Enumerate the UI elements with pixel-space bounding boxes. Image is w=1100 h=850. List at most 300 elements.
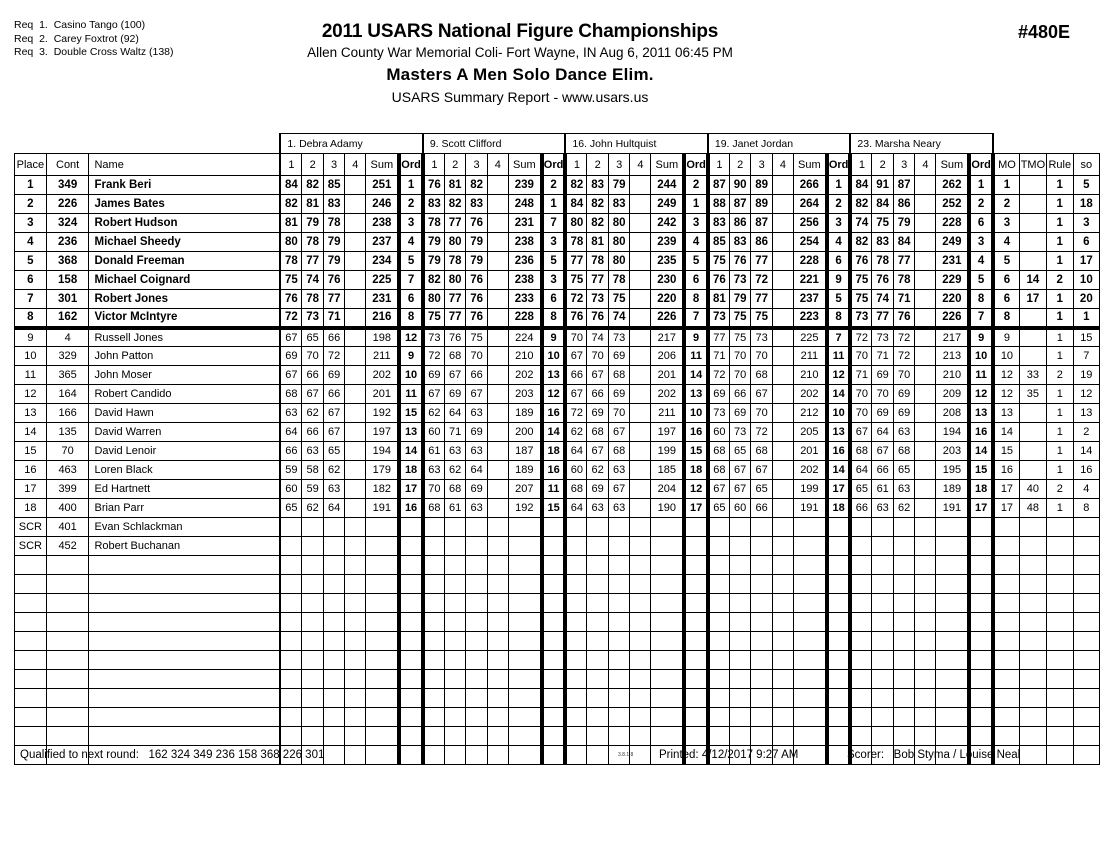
cell-score-j2-4 (487, 499, 508, 518)
cell-score-j5-1: 71 (850, 366, 872, 385)
judge-number: 9. (429, 137, 439, 150)
cell-empty (630, 556, 651, 575)
cell-sum-j2 (508, 518, 541, 537)
judge-name: Scott Clifford (438, 137, 502, 150)
cell-score-j2-4 (487, 518, 508, 537)
cell-sum-j2: 231 (508, 214, 541, 233)
cell-empty (399, 556, 423, 575)
cell-ord-j5: 11 (969, 366, 993, 385)
judge-name: Marsha Neary (872, 137, 941, 150)
cell-name: David Warren (89, 423, 280, 442)
cell-score-j3-2: 83 (587, 176, 608, 195)
table-row (15, 290, 1100, 309)
cell-empty (487, 651, 508, 670)
cell-score-j2-3: 67 (466, 385, 487, 404)
judge-number: 1. (287, 137, 297, 150)
division-title: Masters A Men Solo Dance Elim. (386, 65, 654, 84)
cell-cont: 158 (46, 271, 89, 290)
cell-score-j1-3 (323, 537, 344, 556)
cell-score-j1-4 (345, 328, 366, 347)
cell-empty (651, 613, 684, 632)
column-header-score-3-3: 3 (608, 154, 629, 176)
cell-empty (423, 670, 445, 689)
cell-empty (565, 651, 587, 670)
cell-empty (399, 746, 423, 765)
cell-score-j2-1: 75 (423, 309, 445, 328)
table-row (15, 271, 1100, 290)
cell-sum-j1: 216 (366, 309, 399, 328)
cell-empty (565, 613, 587, 632)
cell-sum-j3: 201 (651, 366, 684, 385)
cell-empty (542, 746, 566, 765)
cell-score-j5-4 (915, 214, 936, 233)
cell-empty (608, 727, 629, 746)
cell-so: 1 (1073, 309, 1099, 328)
cell-sum-j4: 202 (793, 385, 826, 404)
cell-score-j2-1: 62 (423, 404, 445, 423)
cell-place: 11 (15, 366, 47, 385)
cell-ord-j5: 1 (969, 176, 993, 195)
cell-empty (772, 556, 793, 575)
cell-sum-j4: 254 (793, 233, 826, 252)
cell-score-j3-3 (608, 537, 629, 556)
cell-score-j2-4 (487, 366, 508, 385)
cell-empty (487, 613, 508, 632)
cell-score-j1-2: 81 (302, 195, 323, 214)
cell-ord-j3: 3 (684, 214, 708, 233)
cell-empty (1019, 594, 1046, 613)
cell-sum-j3: 204 (651, 480, 684, 499)
cell-ord-j4: 6 (827, 252, 851, 271)
cell-empty (1073, 689, 1099, 708)
cell-score-j2-4 (487, 328, 508, 347)
cell-empty (46, 708, 89, 727)
cell-score-j4-4 (772, 309, 793, 328)
cell-empty (684, 613, 708, 632)
cell-so: 4 (1073, 480, 1099, 499)
cell-empty (487, 556, 508, 575)
cell-sum-j4: 211 (793, 347, 826, 366)
cell-empty (587, 556, 608, 575)
cell-score-j1-3: 64 (323, 499, 344, 518)
cell-empty (15, 594, 47, 613)
cell-empty (1046, 746, 1073, 765)
cell-score-j2-2 (444, 518, 465, 537)
cell-score-j5-1: 66 (850, 499, 872, 518)
cell-name: David Lenoir (89, 442, 280, 461)
report-subtitle: USARS Summary Report - www.usars.us (391, 89, 649, 105)
cell-empty (323, 670, 344, 689)
cell-empty (608, 632, 629, 651)
cell-ord-j3: 1 (684, 195, 708, 214)
cell-tmo: 33 (1019, 366, 1046, 385)
cell-empty (323, 556, 344, 575)
cell-empty (969, 594, 993, 613)
cell-ord-j1: 9 (399, 347, 423, 366)
cell-ord-j5: 6 (969, 214, 993, 233)
cell-ord-j1: 2 (399, 195, 423, 214)
cell-ord-j3: 7 (684, 309, 708, 328)
cell-sum-j3: 235 (651, 252, 684, 271)
cell-ord-j3: 13 (684, 385, 708, 404)
cell-empty (827, 556, 851, 575)
cell-empty (751, 689, 772, 708)
cell-ord-j5: 8 (969, 290, 993, 309)
column-header-score-1-2: 2 (302, 154, 323, 176)
cell-so: 16 (1073, 461, 1099, 480)
cell-score-j1-2: 66 (302, 423, 323, 442)
cell-score-j3-1: 76 (565, 309, 587, 328)
cell-score-j4-3: 77 (751, 290, 772, 309)
cell-empty (1046, 556, 1073, 575)
cell-empty (366, 651, 399, 670)
cell-mo: 4 (993, 233, 1020, 252)
cell-empty (587, 746, 608, 765)
cell-tmo (1019, 537, 1046, 556)
cell-score-j1-4 (345, 518, 366, 537)
cell-empty (993, 727, 1020, 746)
cell-score-j3-2: 70 (587, 347, 608, 366)
event-title: 2011 USARS National Figure Championships (321, 21, 719, 42)
cell-score-j3-2: 73 (587, 290, 608, 309)
cell-empty (751, 594, 772, 613)
cell-sum-j3: 199 (651, 442, 684, 461)
cell-ord-j2: 9 (542, 328, 566, 347)
cell-score-j4-2: 73 (729, 423, 750, 442)
cell-so: 15 (1073, 328, 1099, 347)
cell-score-j1-2: 77 (302, 252, 323, 271)
cell-empty (345, 556, 366, 575)
cell-empty (684, 670, 708, 689)
cell-place: SCR (15, 518, 47, 537)
cell-score-j3-2 (587, 518, 608, 537)
cell-score-j2-1: 80 (423, 290, 445, 309)
cell-score-j4-2: 67 (729, 480, 750, 499)
cell-ord-j3: 10 (684, 404, 708, 423)
cell-empty (827, 689, 851, 708)
cell-score-j1-2: 67 (302, 385, 323, 404)
cell-empty (993, 651, 1020, 670)
cell-tmo (1019, 195, 1046, 214)
cell-empty (708, 670, 730, 689)
cell-empty (827, 632, 851, 651)
cell-score-j3-4 (630, 309, 651, 328)
cell-name: Robert Jones (89, 290, 280, 309)
cell-score-j4-3 (751, 518, 772, 537)
column-header-score-3-4: 4 (630, 154, 651, 176)
cell-score-j2-3: 63 (466, 499, 487, 518)
cell-score-j5-3: 87 (893, 176, 914, 195)
cell-empty (793, 746, 826, 765)
cell-empty (46, 670, 89, 689)
cell-empty (302, 727, 323, 746)
judge-header-5 (850, 134, 993, 154)
cell-score-j4-4 (772, 518, 793, 537)
cell-cont: 399 (46, 480, 89, 499)
cell-empty (708, 727, 730, 746)
cell-score-j4-2 (729, 537, 750, 556)
cell-empty (651, 727, 684, 746)
table-row (15, 480, 1100, 499)
cell-empty (280, 594, 302, 613)
table-row (15, 385, 1100, 404)
cell-score-j5-1: 64 (850, 461, 872, 480)
column-header-score-4-2: 2 (729, 154, 750, 176)
cell-sum-j2: 228 (508, 309, 541, 328)
cell-ord-j3: 12 (684, 480, 708, 499)
cell-score-j3-1 (565, 518, 587, 537)
cell-mo: 12 (993, 385, 1020, 404)
cell-sum-j5: 209 (936, 385, 969, 404)
cell-mo: 8 (993, 309, 1020, 328)
table-row (15, 461, 1100, 480)
cell-empty (684, 651, 708, 670)
cell-score-j5-1: 76 (850, 252, 872, 271)
cell-score-j4-4 (772, 442, 793, 461)
cell-empty (89, 670, 280, 689)
cell-sum-j5: 210 (936, 366, 969, 385)
cell-sum-j1: 225 (366, 271, 399, 290)
cell-score-j2-3: 79 (466, 233, 487, 252)
cell-empty (466, 651, 487, 670)
cell-empty (827, 708, 851, 727)
cell-empty (565, 556, 587, 575)
cell-score-j5-2: 78 (872, 252, 893, 271)
cell-score-j4-4 (772, 252, 793, 271)
cell-score-j5-2: 64 (872, 423, 893, 442)
cell-score-j1-1: 65 (280, 499, 302, 518)
cell-score-j5-4 (915, 347, 936, 366)
cell-score-j5-1: 84 (850, 176, 872, 195)
cell-empty (630, 575, 651, 594)
cell-score-j4-3: 75 (751, 309, 772, 328)
cell-empty (772, 632, 793, 651)
judge-number: 16. (572, 137, 587, 150)
cell-score-j4-4 (772, 499, 793, 518)
cell-cont: 349 (46, 176, 89, 195)
cell-score-j5-1: 70 (850, 385, 872, 404)
cell-score-j5-3: 77 (893, 252, 914, 271)
cell-ord-j2: 11 (542, 480, 566, 499)
cell-empty (969, 727, 993, 746)
cell-empty (872, 556, 893, 575)
cell-score-j4-3: 72 (751, 423, 772, 442)
cell-score-j3-1: 66 (565, 366, 587, 385)
cell-ord-j4: 3 (827, 214, 851, 233)
cell-sum-j4: 221 (793, 271, 826, 290)
cell-score-j5-4 (915, 480, 936, 499)
cell-sum-j5: 262 (936, 176, 969, 195)
cell-score-j1-1: 66 (280, 442, 302, 461)
cell-mo: 14 (993, 423, 1020, 442)
cell-empty (608, 670, 629, 689)
cell-rule: 2 (1046, 480, 1073, 499)
cell-ord-j2: 5 (542, 252, 566, 271)
cell-score-j4-3: 68 (751, 442, 772, 461)
cell-score-j3-3: 69 (608, 385, 629, 404)
cell-sum-j2: 233 (508, 290, 541, 309)
cell-score-j2-3 (466, 537, 487, 556)
cell-tmo (1019, 423, 1046, 442)
cell-score-j1-1: 67 (280, 366, 302, 385)
cell-empty (915, 689, 936, 708)
cell-empty (1073, 556, 1099, 575)
cell-empty (872, 651, 893, 670)
cell-cont: 324 (46, 214, 89, 233)
cell-score-j2-2: 77 (444, 214, 465, 233)
table-row (15, 404, 1100, 423)
requirement-label: Req 3. (14, 46, 48, 59)
cell-rule: 2 (1046, 271, 1073, 290)
cell-place: 10 (15, 347, 47, 366)
cell-score-j2-2: 81 (444, 176, 465, 195)
table-row (15, 195, 1100, 214)
cell-empty (793, 708, 826, 727)
cell-score-j3-2: 67 (587, 366, 608, 385)
cell-sum-j4: 264 (793, 195, 826, 214)
cell-score-j1-3 (323, 518, 344, 537)
cell-score-j1-3: 79 (323, 233, 344, 252)
cell-rule: 1 (1046, 290, 1073, 309)
cell-rule: 1 (1046, 404, 1073, 423)
cell-score-j1-2: 70 (302, 347, 323, 366)
cell-score-j2-1: 70 (423, 480, 445, 499)
cell-score-j4-3: 67 (751, 385, 772, 404)
cell-empty (466, 670, 487, 689)
cell-empty (466, 594, 487, 613)
cell-score-j5-1: 75 (850, 271, 872, 290)
cell-score-j4-2 (729, 518, 750, 537)
cell-score-j1-3: 79 (323, 252, 344, 271)
cell-sum-j3: 202 (651, 385, 684, 404)
cell-empty (302, 651, 323, 670)
cell-score-j3-2: 81 (587, 233, 608, 252)
cell-score-j3-1: 80 (565, 214, 587, 233)
cell-empty (772, 651, 793, 670)
cell-ord-j1: 6 (399, 290, 423, 309)
cell-empty (993, 689, 1020, 708)
cell-empty (729, 708, 750, 727)
cell-ord-j4: 4 (827, 233, 851, 252)
cell-score-j3-1: 64 (565, 499, 587, 518)
cell-ord-j4 (827, 518, 851, 537)
cell-score-j3-1: 64 (565, 442, 587, 461)
judge-name: Janet Jordan (729, 137, 794, 150)
cell-score-j4-2: 87 (729, 195, 750, 214)
cell-empty (46, 689, 89, 708)
cell-empty (827, 727, 851, 746)
cell-tmo: 40 (1019, 480, 1046, 499)
cell-score-j5-3: 86 (893, 195, 914, 214)
cell-ord-j4: 11 (827, 347, 851, 366)
cell-mo: 17 (993, 480, 1020, 499)
event-number: #480E (1017, 22, 1070, 42)
cell-tmo: 48 (1019, 499, 1046, 518)
table-row (15, 328, 1100, 347)
cell-empty (345, 689, 366, 708)
cell-empty (487, 746, 508, 765)
cell-score-j2-1: 67 (423, 385, 445, 404)
cell-empty (587, 708, 608, 727)
cell-sum-j5: 220 (936, 290, 969, 309)
cell-score-j4-4 (772, 271, 793, 290)
cell-score-j3-1: 75 (565, 271, 587, 290)
cell-empty (565, 670, 587, 689)
cell-empty (872, 727, 893, 746)
cell-name: David Hawn (89, 404, 280, 423)
cell-score-j5-1: 75 (850, 290, 872, 309)
cell-tmo (1019, 328, 1046, 347)
cell-score-j3-4 (630, 195, 651, 214)
cell-score-j3-4 (630, 461, 651, 480)
cell-score-j5-1: 70 (850, 347, 872, 366)
cell-cont: 164 (46, 385, 89, 404)
cell-score-j3-1: 67 (565, 347, 587, 366)
cell-empty (345, 708, 366, 727)
cell-score-j2-1: 69 (423, 366, 445, 385)
cell-empty (366, 746, 399, 765)
cell-empty (915, 632, 936, 651)
cell-empty (89, 651, 280, 670)
cell-empty (751, 651, 772, 670)
cell-score-j4-1: 75 (708, 252, 730, 271)
cell-score-j4-4 (772, 404, 793, 423)
cell-empty (1046, 727, 1073, 746)
cell-score-j1-1 (280, 537, 302, 556)
cell-empty (993, 708, 1020, 727)
cell-so: 20 (1073, 290, 1099, 309)
cell-name: Evan Schlackman (89, 518, 280, 537)
cell-score-j4-2: 70 (729, 347, 750, 366)
column-header-score-4-3: 3 (751, 154, 772, 176)
cell-empty (323, 727, 344, 746)
cell-empty (793, 613, 826, 632)
cell-tmo (1019, 233, 1046, 252)
cell-score-j2-4 (487, 442, 508, 461)
cell-ord-j2: 18 (542, 442, 566, 461)
cell-empty (444, 670, 465, 689)
cell-score-j5-4 (915, 385, 936, 404)
cell-sum-j1 (366, 537, 399, 556)
cell-empty (508, 594, 541, 613)
cell-place: 6 (15, 271, 47, 290)
cell-empty (850, 594, 872, 613)
cell-sum-j3: 249 (651, 195, 684, 214)
cell-empty (872, 670, 893, 689)
cell-sum-j1: 238 (366, 214, 399, 233)
cell-score-j5-3: 69 (893, 404, 914, 423)
cell-score-j1-4 (345, 423, 366, 442)
cell-score-j1-2: 73 (302, 309, 323, 328)
cell-empty (772, 575, 793, 594)
cell-ord-j1: 7 (399, 271, 423, 290)
cell-score-j5-4 (915, 176, 936, 195)
cell-empty (751, 613, 772, 632)
cell-score-j1-4 (345, 290, 366, 309)
judge-header-2 (423, 134, 566, 154)
cell-empty (399, 575, 423, 594)
cell-score-j5-2: 75 (872, 214, 893, 233)
cell-empty (1019, 670, 1046, 689)
cell-rule: 1 (1046, 328, 1073, 347)
cell-empty (936, 689, 969, 708)
cell-score-j5-2: 83 (872, 233, 893, 252)
cell-name: James Bates (89, 195, 280, 214)
cell-score-j2-3: 70 (466, 347, 487, 366)
column-header-place: Place (15, 154, 47, 176)
cell-score-j4-3: 70 (751, 347, 772, 366)
cell-score-j2-1: 82 (423, 271, 445, 290)
